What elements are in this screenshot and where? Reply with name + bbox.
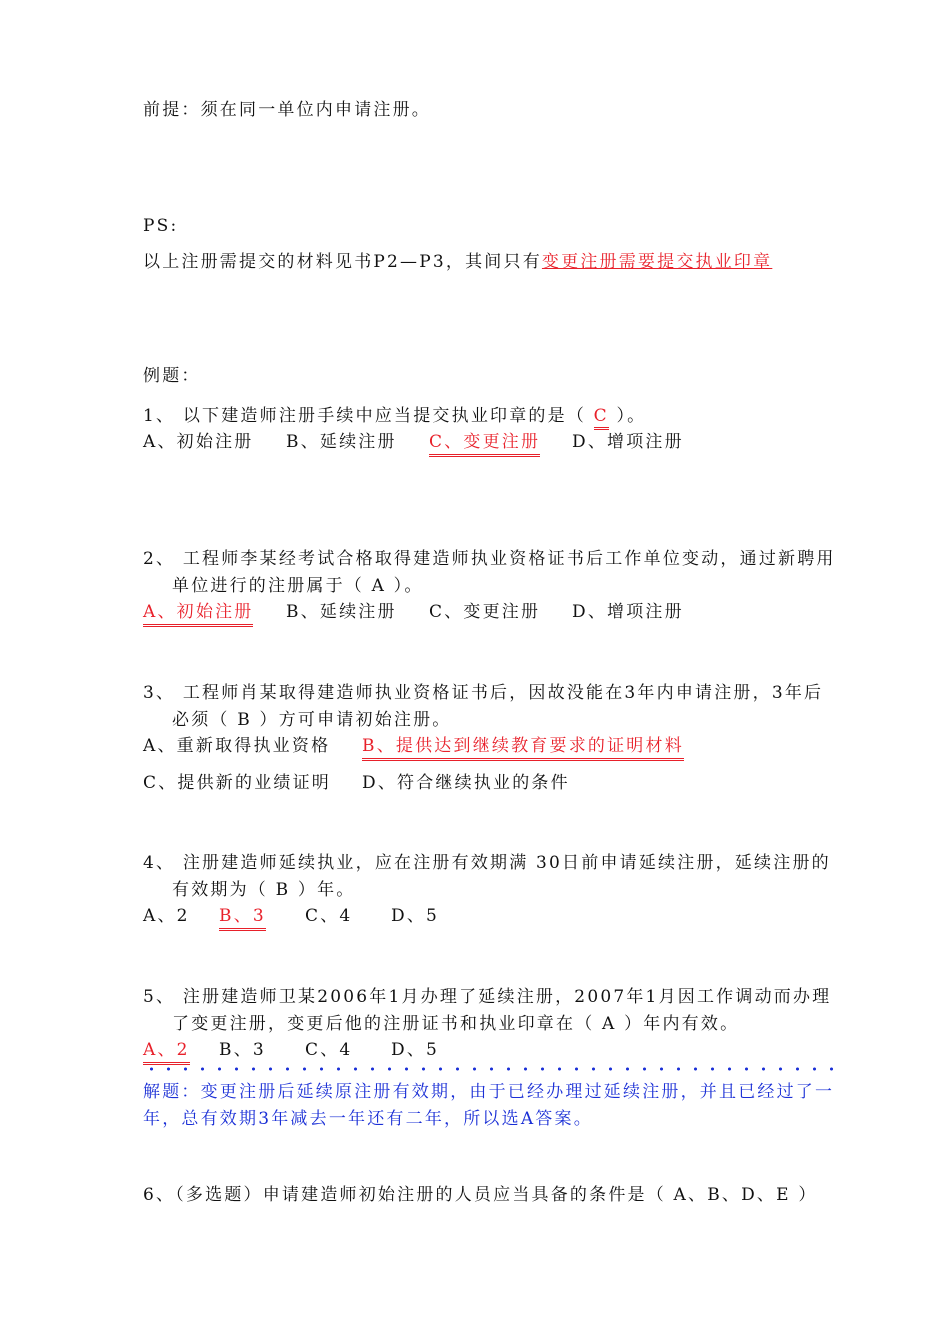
- question-2-options: [143, 601, 843, 623]
- question-5-option-b: B、3: [219, 1040, 266, 1060]
- question-1-answer: C: [594, 406, 609, 430]
- question-4-option-d: D、5: [391, 906, 440, 926]
- explanation-dotted-marker: [143, 1065, 843, 1073]
- question-3-option-d: D、符合继续执业的条件: [362, 773, 570, 793]
- question-2-stem-line2: 单位进行的注册属于（ A ）。: [172, 576, 424, 596]
- question-1-stem: [143, 405, 646, 427]
- question-1-option-d: D、增项注册: [572, 432, 684, 452]
- question-4-stem-line2: 有效期为（ B ）年。: [172, 880, 356, 900]
- question-3-options-row2: [143, 772, 843, 794]
- question-3-option-a: A、重新取得执业资格: [143, 736, 331, 756]
- examples-title: 例题：: [143, 366, 201, 386]
- question-3-stem-line1: 3、 工程师肖某取得建造师执业资格证书后，因故没能在3年内申请注册，3年后: [143, 683, 824, 703]
- question-1-option-c: C、变更注册: [429, 431, 540, 457]
- question-3-options-row1: [143, 735, 843, 757]
- question-3-option-c: C、提供新的业绩证明: [143, 773, 332, 793]
- question-5-explanation-line2: 年，总有效期3年减去一年还有二年，所以选A答案。: [143, 1109, 593, 1129]
- question-3-option-b: B、提供达到继续教育要求的证明材料: [362, 735, 684, 761]
- question-4-stem-line1: 4、 注册建造师延续执业，应在注册有效期满 30日前申请延续注册，延续注册的: [143, 853, 831, 873]
- question-4-option-c: C、4: [305, 906, 353, 926]
- question-4-options: [143, 905, 843, 927]
- question-4-option-b: B、3: [219, 905, 266, 931]
- ps-text-highlight: 变更注册需要提交执业印章: [541, 252, 773, 272]
- question-5-option-a: A、2: [143, 1039, 190, 1065]
- question-2-option-c: C、变更注册: [429, 602, 541, 622]
- question-5-option-d: D、5: [391, 1040, 440, 1060]
- question-2-option-d: D、增项注册: [572, 602, 684, 622]
- question-5-explanation-line1: 解题：变更注册后延续原注册有效期，由于已经办理过延续注册，并且已经过了一: [143, 1082, 835, 1102]
- question-2-option-b: B、延续注册: [286, 602, 397, 622]
- ps-title: PS:: [143, 216, 179, 236]
- ps-text-prefix: 以上注册需提交的材料见书P2—P3，其间只有: [143, 252, 542, 272]
- premise-text: 前提：须在同一单位内申请注册。: [143, 100, 431, 120]
- question-1-option-b: B、延续注册: [286, 432, 397, 452]
- question-3-stem-line2: 必须（ B ）方可申请初始注册。: [172, 710, 452, 730]
- question-5-stem-line2: 了变更注册，变更后他的注册证书和执业印章在（ A ）年内有效。: [172, 1014, 740, 1034]
- question-2-option-a: A、初始注册: [143, 601, 253, 627]
- question-1-options: [143, 431, 843, 453]
- ps-text: [143, 251, 772, 273]
- question-1-stem-end: ）。: [608, 406, 647, 426]
- question-5-stem-line1: 5、 注册建造师卫某2006年1月办理了延续注册，2007年1月因工作调动而办理: [143, 987, 832, 1007]
- question-1-option-a: A、初始注册: [143, 432, 254, 452]
- question-5-option-c: C、4: [305, 1040, 353, 1060]
- question-4-option-a: A、2: [143, 906, 190, 926]
- question-2-stem-line1: 2、 工程师李某经考试合格取得建造师执业资格证书后工作单位变动，通过新聘用: [143, 549, 836, 569]
- question-1-stem-start: 1、 以下建造师注册手续中应当提交执业印章的是（: [143, 406, 594, 426]
- question-6-stem-line1: 6、（多选题）申请建造师初始注册的人员应当具备的条件是（ A、B、D、E ）: [143, 1185, 818, 1205]
- question-5-options: [143, 1039, 843, 1061]
